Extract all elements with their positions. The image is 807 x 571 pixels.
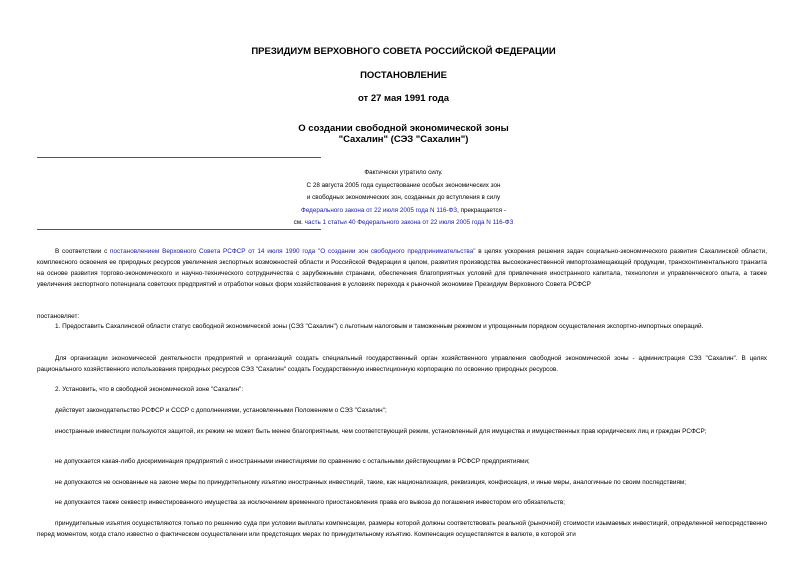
paragraph-no-seizure: не допускаются не основанные на законе меры по принудительному изъятию иностранных инвестиций, такие, как национализация, реквизиция, конфискация, и иные меры, аналогичные по своим последствиям; — [55, 479, 687, 486]
status-note-top-rule — [37, 157, 321, 158]
status-note — [0, 167, 807, 230]
status-note-line-4: Федерального закона от 22 июля 2005 года N 116-ФЗ, прекращается - — [301, 206, 506, 214]
paragraph-2: 2. Установить, что в свободной экономической зоне "Сахалин": — [55, 386, 244, 393]
status-note-line-5: см. часть 1 статьи 40 Федерального закона от 22 июля 2005 года N 116-ФЗ — [293, 219, 514, 226]
paragraph-no-sequestration: не допускается также секвестр инвестированного имущества за исключением временного приостановления права его вывоза до погашения инвестором его обязательств; — [55, 499, 566, 506]
paragraph-foreign-investment: иностранные инвестиции пользуются защитой, их режим не может быть менее благоприятным, чем соответствующий режим, установленный для имущества и имущественных прав юридических лиц и граждан РСФСР; — [55, 428, 707, 435]
article-40-link[interactable]: часть 1 статьи 40 Федерального закона от 22 июля 2005 года N 116-ФЗ — [304, 219, 514, 226]
document-date: от 27 мая 1991 года — [357, 93, 450, 104]
paragraph-legislation: действует законодательство РСФСР и СССР с дополнениями, установленными Положением о СЭЗ "Сахалин"; — [55, 407, 387, 414]
status-note-line-1: Фактически утратило силу. — [364, 169, 443, 176]
issuing-authority: ПРЕЗИДИУМ ВЕРХОВНОГО СОВЕТА РОССИЙСКОЙ ФЕДЕРАЦИИ — [251, 46, 556, 57]
resolves-label: постановляет: — [37, 313, 80, 320]
paragraph-admin: Для организации экономической деятельности предприятий и организаций создать специальный государственный орган хозяйственного управления свободной экономической зоны - администрация СЭЗ "Сахалин". В целях рационального хозяйственного использования природных ресурсов СЭЗ "Сахалин" создать Государственную инвестиционную корпорацию по освоению природных ресурсов. — [37, 355, 767, 373]
document-type: ПОСТАНОВЛЕНИЕ — [360, 70, 447, 81]
document-title-line-2: "Сахалин" (СЭЗ "Сахалин") — [338, 134, 469, 145]
rsfsr-resolution-link[interactable]: постановлением Верховного Совета РСФСР от 14 июля 1990 года "О создании зон свободного предпринимательства" — [110, 248, 476, 255]
federal-law-link[interactable]: Федерального закона от 22 июля 2005 года N 116-ФЗ — [301, 206, 458, 214]
document-title-line-1: О создании свободной экономической зоны — [298, 123, 509, 134]
status-note-line-3: и свободных экономических зон, созданных до вступления в силу — [306, 194, 501, 201]
paragraph-1: 1. Предоставить Сахалинской области статус свободной экономической зоны (СЭЗ "Сахалин") с льготным налоговым и таможенным режимом и упрощенным порядком осуществления экспортно-импортных операций. — [55, 323, 704, 330]
status-note-bottom-rule — [37, 229, 321, 230]
preamble-paragraph: В соответствии с постановлением Верховного Совета РСФСР от 14 июля 1990 года "О создании зон свободного предпринимательства" в целях ускорения решения задач социально-экономического развития Сахалинской области, комплексного освоения ее природных ресурсов увеличения экспортных возможностей области и Российской Федерации в целом, развития производства высококачественной импортозамещающей продукции, трансконтинентального транзита на основе развития торгово-экономического и научно-технического сотрудничества с зарубежными странами, обеспечения благоприятных условий для привлечения иностранного капитала, технологии и управленческого опыта, а также увеличения экспортного потенциала советских предприятий и отработки новых форм хозяйствования в условиях перехода к рыночной экономике Президиум Верховного Совета РСФСР — [37, 248, 767, 288]
paragraph-no-discrimination: не допускается какая-либо дискриминация предприятий с иностранными инвестициями по сравнению с остальными действующими в РСФСР предприятиями; — [55, 458, 530, 465]
status-note-line-2: С 28 августа 2005 года существование особых экономических зон — [306, 181, 501, 189]
paragraph-compensation: принудительные изъятия осуществляются только по решению суда при условии выплаты компенсации, размеры которой должны соответствовать реальной (рыночной) стоимости изымаемых инвестиций, определенной непосредственно перед моментом, когда стало известно о фактическом осуществлении или предстоящих мерах по принудительному изъятию. Компенсация осуществляется в валюте, в которой эти — [37, 520, 767, 538]
